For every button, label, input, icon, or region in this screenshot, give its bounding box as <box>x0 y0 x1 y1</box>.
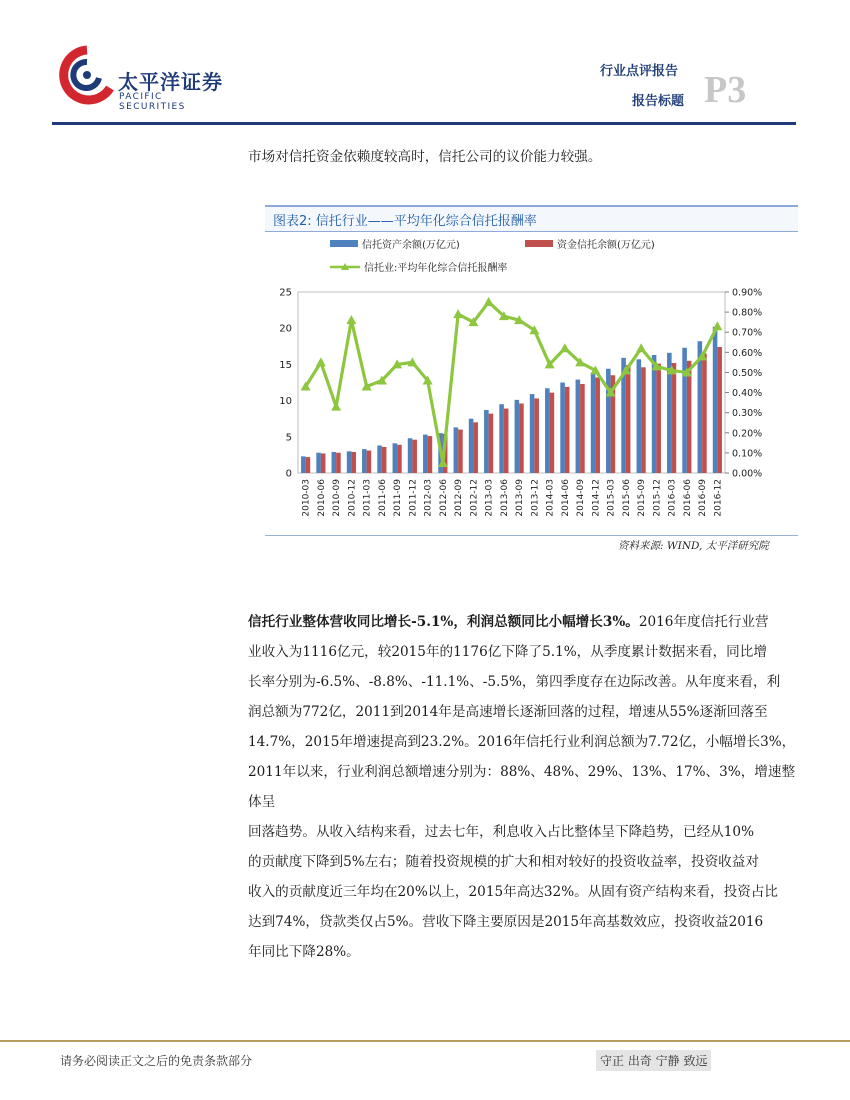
paragraph-line: 业收入为1116亿元，较2015年的1176亿下降了5.1%，从季度累计数据来看，同比增 <box>248 644 767 660</box>
rate-point-marker <box>560 343 570 352</box>
x-tick-label: 2012-09 <box>454 479 465 517</box>
bar-asset-balance <box>377 445 382 473</box>
bar-fund-balance <box>519 403 524 473</box>
chart-legend <box>330 236 770 276</box>
intro-text: 市场对信托资金依赖度较高时，信托公司的议价能力较强。 <box>248 149 602 165</box>
legend-swatch-fund <box>525 240 553 247</box>
bar-asset-balance <box>423 435 428 473</box>
rate-point-marker <box>712 321 722 330</box>
y-right-tick-label: 0.50% <box>732 367 763 379</box>
bar-fund-balance <box>672 363 677 473</box>
bar-asset-balance <box>408 438 413 473</box>
x-tick-label: 2012-12 <box>469 479 480 517</box>
bar-asset-balance <box>499 404 504 473</box>
report-subtitle: 报告标题 <box>632 94 685 109</box>
bar-fund-balance <box>595 377 600 473</box>
x-tick-label: 2014-09 <box>576 479 587 517</box>
y-right-tick-label: 0.00% <box>732 468 763 480</box>
x-tick-label: 2010-09 <box>332 479 343 517</box>
rate-point-marker <box>346 315 356 324</box>
report-type: 行业点评报告 <box>600 64 679 79</box>
y-right-tick-label: 0.80% <box>732 307 763 319</box>
header-divider <box>52 122 796 125</box>
bar-fund-balance <box>428 436 433 473</box>
figure-source: 资料来源: WIND, 太平洋研究院 <box>618 540 769 552</box>
x-tick-label: 2015-03 <box>606 479 617 517</box>
paragraph-line: 14.7%，2015年增速提高到23.2%。2016年信托行业利润总额为7.72亿，小幅增长3%， <box>248 734 796 750</box>
x-tick-label: 2016-06 <box>682 479 693 517</box>
bar-fund-balance <box>397 445 402 473</box>
x-tick-label: 2014-06 <box>560 479 571 517</box>
legend-swatch-asset <box>330 240 358 247</box>
analysis-paragraph <box>248 607 798 967</box>
x-tick-label: 2016-03 <box>667 479 678 517</box>
y-left-tick-label: 25 <box>279 287 292 299</box>
rate-point-marker <box>316 357 326 366</box>
x-tick-label: 2014-03 <box>545 479 556 517</box>
bar-fund-balance <box>367 451 372 473</box>
logo-chinese-name: 太平洋证券 <box>118 70 223 94</box>
x-tick-label: 2011-12 <box>408 479 419 517</box>
y-right-tick-label: 0.90% <box>732 287 763 299</box>
x-tick-label: 2016-12 <box>713 479 724 517</box>
footer-motto: 守正 出奇 宁静 致远 <box>596 1050 711 1071</box>
page-number: P3 <box>704 69 747 111</box>
logo-english-name: PACIFIC SECURITIES <box>119 92 186 112</box>
chart-bottom-rule <box>265 535 798 536</box>
footer-disclaimer: 请务必阅读正文之后的免责条款部分 <box>60 1054 253 1068</box>
paragraph-line: 达到74%，贷款类仅占5%。营收下降主要原因是2015年高基数效应，投资收益2016 <box>248 914 764 930</box>
bar-asset-balance <box>652 355 657 473</box>
legend-swatch-rate <box>330 262 360 272</box>
bar-fund-balance <box>489 414 494 473</box>
bar-fund-balance <box>473 422 478 473</box>
x-tick-label: 2011-06 <box>377 479 388 517</box>
footer-divider <box>0 1040 850 1042</box>
bar-fund-balance <box>656 364 661 473</box>
x-tick-label: 2015-12 <box>652 479 663 517</box>
paragraph-line: 润总额为772亿，2011到2014年是高速增长逐渐回落的过程，增速从55%逐渐回落至 <box>248 704 768 720</box>
bar-asset-balance <box>362 449 367 473</box>
rate-point-marker <box>331 402 341 411</box>
rate-point-marker <box>453 309 463 318</box>
logo-emblem-icon <box>58 44 116 110</box>
bar-asset-balance <box>560 383 565 474</box>
y-left-tick-label: 15 <box>279 359 292 371</box>
paragraph-line: 2011年以来，行业利润总额增速分别为：88%、48%、29%、13%、17%、3%，增速整体呈 <box>248 764 796 810</box>
y-left-tick-label: 0 <box>285 468 292 480</box>
x-tick-label: 2016-09 <box>698 479 709 517</box>
bar-asset-balance <box>576 380 581 473</box>
bar-fund-balance <box>306 457 311 473</box>
x-tick-label: 2012-06 <box>438 479 449 517</box>
bar-asset-balance <box>637 359 642 473</box>
paragraph-line-1 <box>248 607 798 637</box>
paragraph-line: 的贡献度下降到5%左右；随着投资规模的扩大和相对较好的投资收益率，投资收益对 <box>248 854 759 870</box>
x-tick-label: 2011-09 <box>393 479 404 517</box>
bar-fund-balance <box>382 447 387 473</box>
trust-industry-chart <box>260 280 805 535</box>
bar-fund-balance <box>458 430 463 473</box>
bar-asset-balance <box>454 427 459 473</box>
bar-fund-balance <box>580 384 585 473</box>
x-tick-label: 2013-06 <box>499 479 510 517</box>
bar-asset-balance <box>484 410 489 473</box>
figure-title: 图表2: 信托行业——平均年化综合信托报酬率 <box>273 214 537 229</box>
rate-point-marker <box>636 343 646 352</box>
x-tick-label: 2013-09 <box>515 479 526 517</box>
bar-fund-balance <box>336 453 341 473</box>
x-tick-label: 2013-03 <box>484 479 495 517</box>
bar-fund-balance <box>687 361 692 473</box>
bar-fund-balance <box>550 393 555 473</box>
y-left-tick-label: 20 <box>279 323 292 335</box>
bar-fund-balance <box>321 453 326 473</box>
legend-label-fund: 资金信托余额(万亿元) <box>557 240 655 251</box>
bar-fund-balance <box>351 452 356 473</box>
bar-asset-balance <box>316 453 321 473</box>
y-right-tick-label: 0.60% <box>732 347 763 359</box>
paragraph-lead: 信托行业整体营收同比增长-5.1%，利润总额同比小幅增长3%。 <box>248 614 639 630</box>
paragraph-line: 回落趋势。从收入结构来看，过去七年，利息收入占比整体呈下降趋势，已经从10% <box>248 824 754 840</box>
bar-fund-balance <box>626 365 631 473</box>
bar-fund-balance <box>412 440 417 473</box>
y-right-tick-label: 0.20% <box>732 428 763 440</box>
bar-asset-balance <box>515 400 520 473</box>
bar-asset-balance <box>469 419 474 473</box>
x-tick-label: 2010-06 <box>316 479 327 517</box>
x-tick-label: 2015-09 <box>637 479 648 517</box>
y-right-tick-label: 0.30% <box>732 408 763 420</box>
y-left-tick-label: 5 <box>285 432 292 444</box>
figure-title-bar <box>265 205 798 232</box>
bar-fund-balance <box>504 409 509 473</box>
paragraph-line: 长率分别为-6.5%、-8.8%、-11.1%、-5.5%，第四季度存在边际改善。从年度来看，利 <box>248 674 781 690</box>
x-tick-label: 2011-03 <box>362 479 373 517</box>
y-right-tick-label: 0.70% <box>732 327 763 339</box>
x-tick-label: 2012-03 <box>423 479 434 517</box>
legend-label-asset: 信托资产余额(万亿元) <box>362 240 460 251</box>
y-right-tick-label: 0.40% <box>732 388 763 400</box>
paragraph-line: 收入的贡献度近三年均在20%以上，2015年高达32%。从固有资产结构来看，投资占比 <box>248 884 779 900</box>
x-tick-label: 2014-12 <box>591 479 602 517</box>
rate-point-marker <box>484 297 494 306</box>
bar-fund-balance <box>565 387 570 473</box>
y-left-tick-label: 10 <box>279 396 292 408</box>
bar-fund-balance <box>641 367 646 473</box>
x-tick-label: 2015-06 <box>621 479 632 517</box>
legend-label-rate: 信托业:平均年化综合信托报酬率 <box>364 263 508 274</box>
company-logo <box>58 44 228 110</box>
x-tick-label: 2010-03 <box>301 479 312 517</box>
bar-asset-balance <box>682 348 687 473</box>
paragraph-line: 年同比下降28%。 <box>248 944 360 960</box>
bar-asset-balance <box>347 451 352 473</box>
bar-asset-balance <box>393 443 398 473</box>
bar-asset-balance <box>332 452 337 473</box>
bar-fund-balance <box>534 398 539 473</box>
x-tick-label: 2013-12 <box>530 479 541 517</box>
bar-asset-balance <box>545 388 550 473</box>
bar-asset-balance <box>591 372 596 473</box>
bar-fund-balance <box>717 347 722 473</box>
bar-asset-balance <box>301 456 306 473</box>
bar-asset-balance <box>713 327 718 473</box>
y-right-tick-label: 0.10% <box>732 448 763 460</box>
x-tick-label: 2010-12 <box>347 479 358 517</box>
bar-asset-balance <box>530 394 535 473</box>
paragraph-line-1-rest: 2016年度信托行业营 <box>638 614 769 630</box>
bar-fund-balance <box>702 354 707 473</box>
